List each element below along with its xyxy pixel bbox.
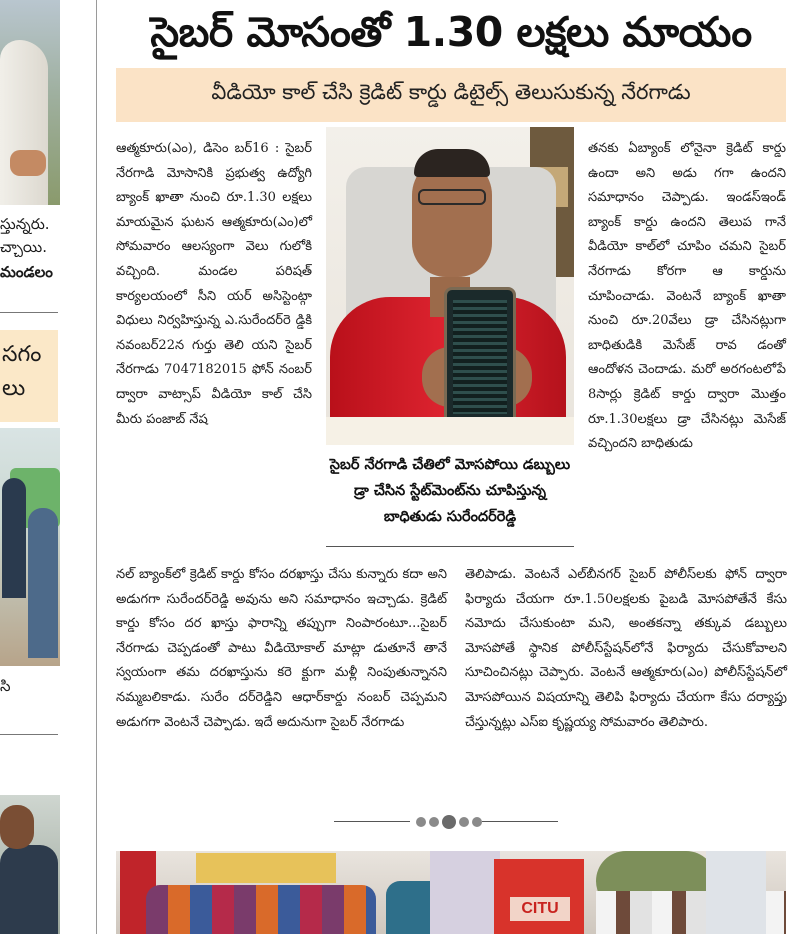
adjacent-text-line: స్తున్నరు. [0,215,50,233]
adjacent-rule [0,734,58,735]
adjacent-text-line: మండలం [0,263,53,281]
adjacent-photo-people [0,428,60,666]
adjacent-headline-line: సగం [2,342,42,367]
article-subheadline [116,68,786,122]
column-1-text: ఆత్మకూరు(ఎం), డిసెం బర్16 : సైబర్ నేరగాడి మోసానికి ప్రభుత్వ ఉద్యోగి బ్యాంక్ ఖాతా నుంచి రూ.1.30 లక్షలు మాయమైన ఘటన ఆత్మకూరు(ఎం)లో సోమవారం ఆలస్యంగా వెలు గులోకి వచ్చింది. మండల పరిషత్ కార్యలయంలో సీని యర్ అసిస్టెంట్గా విధులు నిర్వహిస్తున్న ఎ.సురేందర్‌రె డ్డికి నవంబర్22న గుర్తు తెలి యని సైబర్ నేరగాడు 7047182015 ఫోన్ నంబర్ ద్వారా వాట్సాప్ వీడియో కాల్ చేసి మీరు పంజాబ్ నేష [116,141,312,427]
phone-image [444,287,516,427]
protest-photo [116,851,786,934]
caption-rule [326,546,574,547]
photo-caption: సైబర్ నేరగాడి చేతిలో మోసపోయి డబ్బులు డ్రా చేసిన స్టేట్‌మెంట్‌ను చూపిస్తున్న బాధితుడు సురేందర్‌రెడ్డి [329,456,571,525]
adjacent-text-line: సి [0,677,11,695]
end-ornament [334,812,558,832]
column-divider [96,0,97,934]
article-column-bottom-right [465,563,787,735]
adjacent-photo-man [0,0,60,205]
article-column-1 [116,137,312,432]
column-3-text: తనకు ఏబ్యాంక్ లోనైనా క్రెడిట్ కార్డు ఉందా అని అడు గగా ఉందని సమాధానం చెప్పాడు. ఇండస్‌ఇండ్ బ్యాంక్ కార్డు ఉందని తెలుప గానే వీడియో కాల్‌లో చూపిం చమని సైబర్ నేరగాడు కోరగా ఆ కార్డును చూపించాడు. వెంటనే బ్యాంక్ ఖాతా నుంచి రూ.20వేలు డ్రా చేసినట్లుగా బాధితుడికి మెసేజ్ రావ డంతో ఆందోళన చెందాడు. మరో అరగంటలోపే 8సార్లు క్రెడిట్ కార్డు ద్వారా మొత్తం రూ.1.30లక్షలు డ్రా చేసినట్లు మెసేజ్ వచ్చిందని బాధితుడు [588,141,786,452]
subheadline-text: వీడియో కాల్ చేసి క్రెడిట్ కార్డు డిటైల్స్ తెలుసుకున్న నేరగాడు [211,80,691,104]
adjacent-article-strip [0,0,62,934]
adjacent-headline-line: లు [2,376,26,401]
bottom-left-text: నల్ బ్యాంక్‌లో క్రెడిట్ కార్డు కోసం దరఖాస్తు చేసు కున్నారు కదా అని అడుగగా సురేందర్‌రెడ్డి అవును అని సమాధానం ఇచ్చాడు. క్రెడిట్ కార్డు కోసం దర ఖాస్తు ఫారాన్ని తప్పుగా నింపారంటూ...సైబర్ నేరగాడు చెప్పడంతో పాటు వీడియోకాల్ మాట్లా డుతూనే తానే స్వయంగా తమ దరఖాస్తును కరె క్టుగా మళ్లీ నింపుతున్నానని నమ్మబలికాడు. సురేం దర్‌రెడ్డిని ఆధార్‌కార్డు నంబర్ చెప్పమని అడుగగా వెంటనే చెప్పాడు. ఇదే అదునుగా సైబర్ నేరగాడు [116,567,447,730]
citu-banner-text: CITU [510,897,570,921]
bottom-right-text: తెలిపాడు. వెంటనే ఎల్‌బీనగర్ సైబర్ పోలీస్‌లకు ఫోన్ ద్వారా ఫిర్యాదు చేయగా రూ.1.50లక్షలకు పైబడి మోసపోతేనే కేసు నమోదు చేసుకుంటా మని, అంతకన్నా తక్కువ డబ్బులు మోసపోతే స్థానిక పోలీస్‌స్టేషన్‌లోనే ఫిర్యాదు చేసుకోవాలని సూచించినట్లు చెప్పారు. వెంటనే ఆత్మకూరు(ఎం) పోలీస్‌స్టేషన్‌లో మోసపోయిన విషయాన్ని తెలిపి ఫిర్యాదు చేయగా కేసు దర్యాప్తు చేస్తున్నట్లు ఎస్ఐ కృష్ణయ్య సోమవారం తెలిపారు. [465,567,787,730]
adjacent-headline-box [0,330,58,422]
adjacent-photo-portrait [0,795,60,934]
article-headline: సైబర్ మోసంతో 1.30 లక్షలు మాయం [150,8,752,56]
adjacent-text-line: చ్చాయి. [0,238,47,256]
adjacent-rule [0,312,58,313]
article-column-3 [588,137,786,457]
article-column-bottom-left [116,563,447,735]
victim-photo [326,127,574,445]
